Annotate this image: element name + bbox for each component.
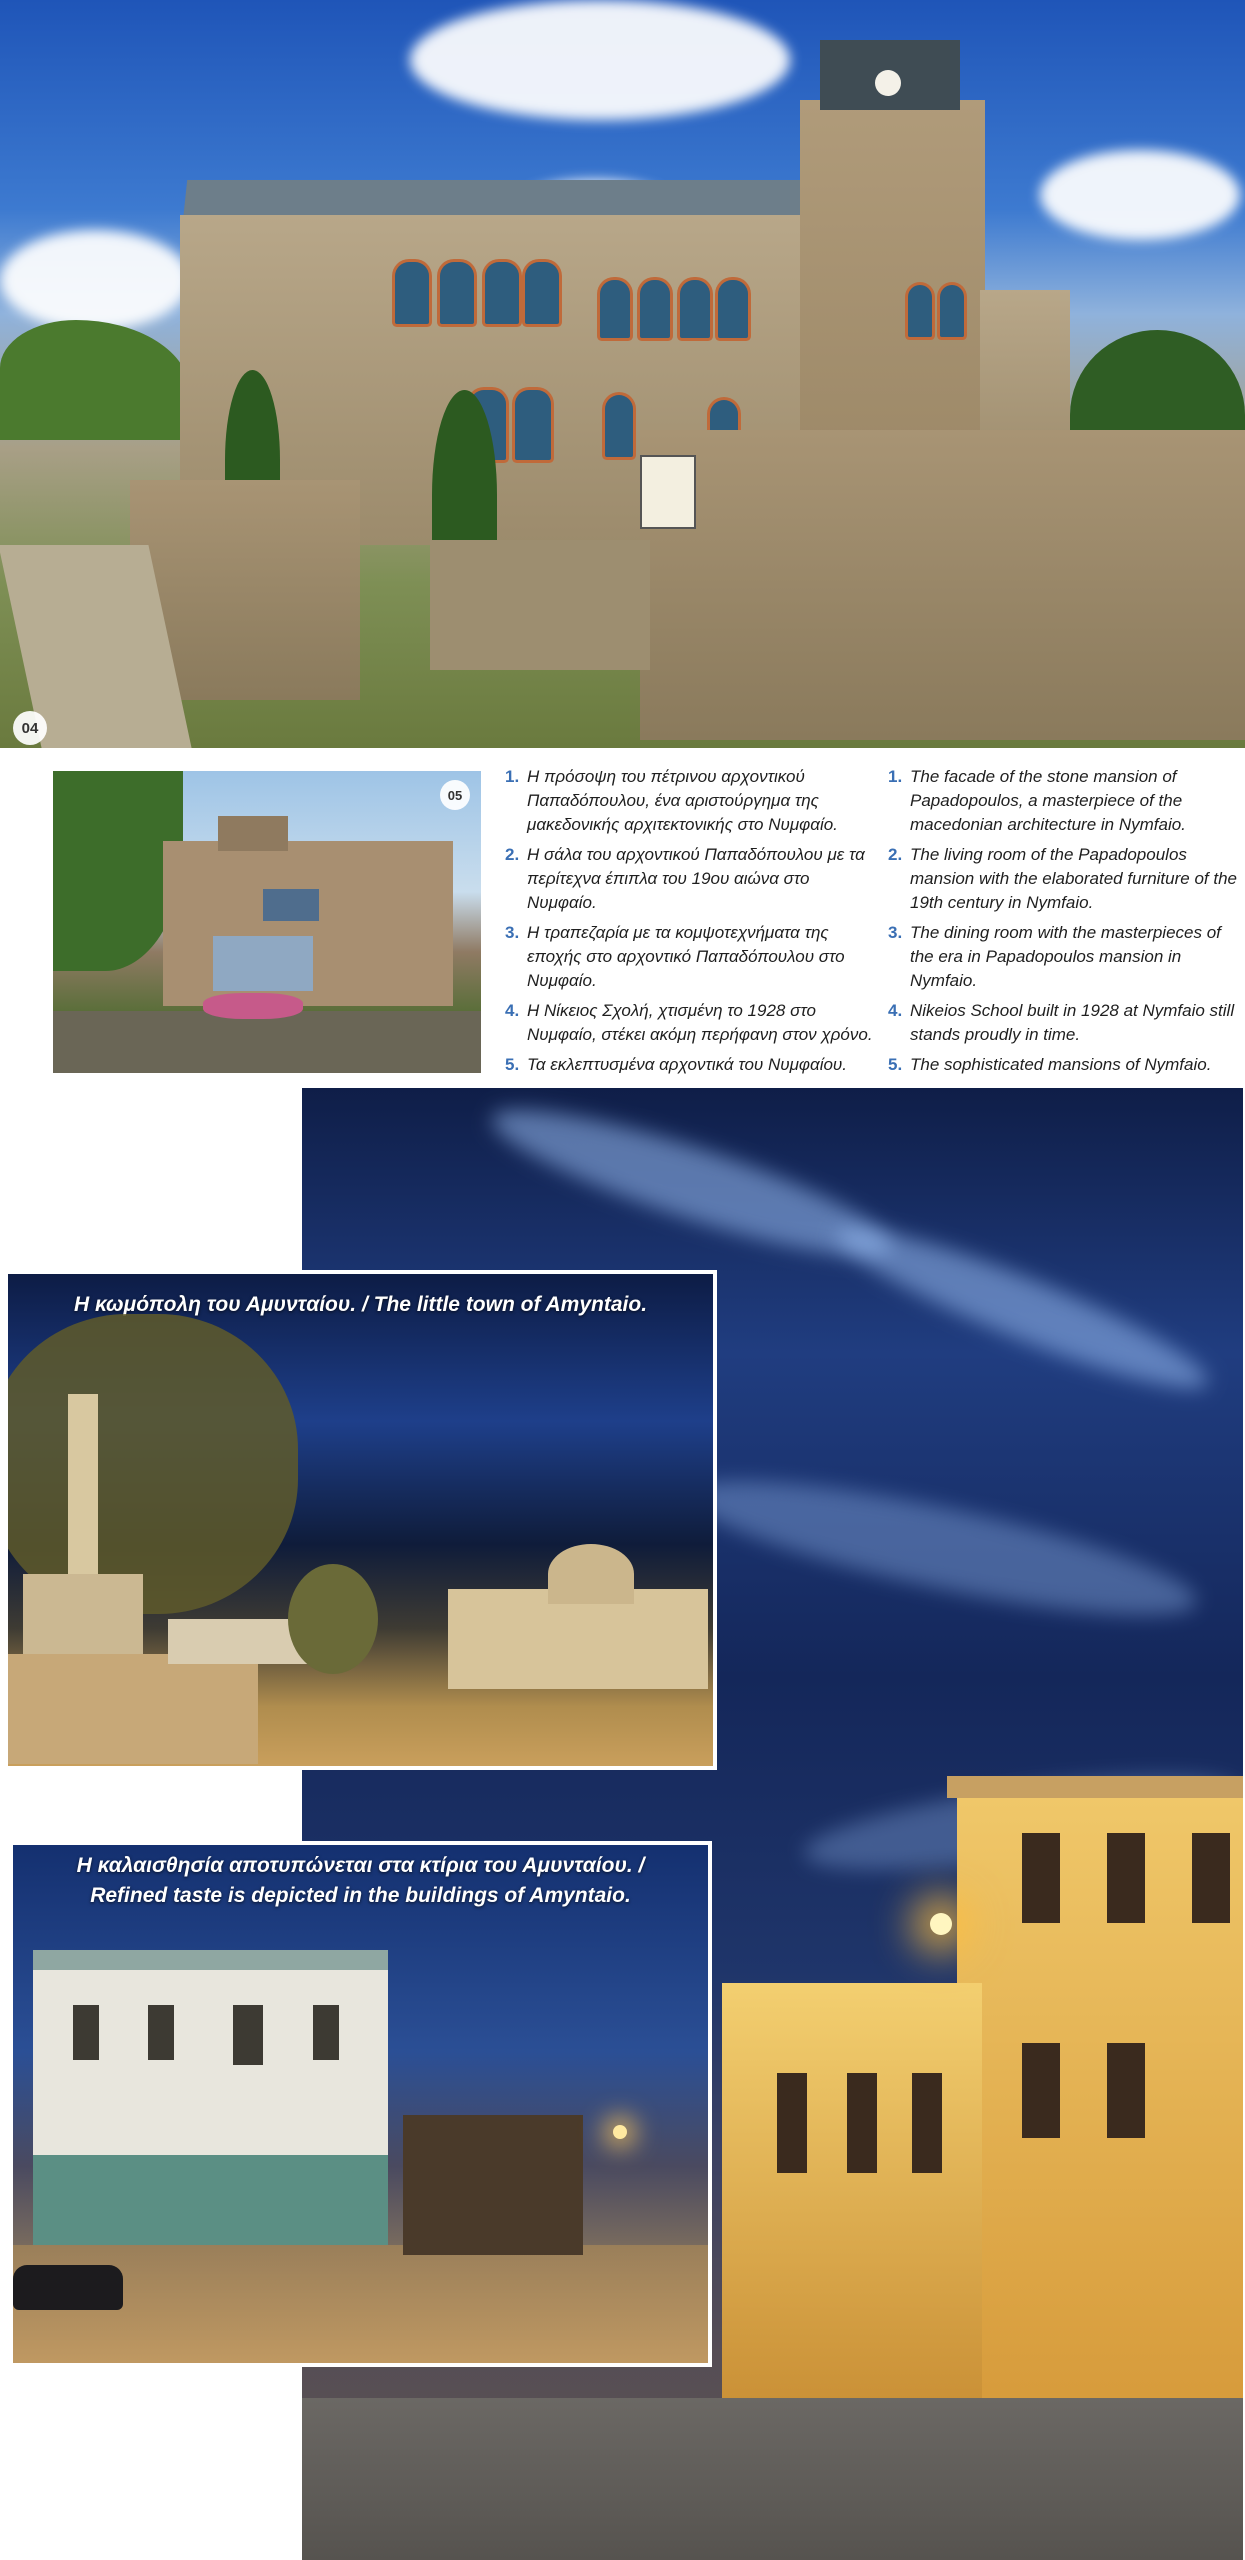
window xyxy=(600,280,630,338)
caption-number: 5. xyxy=(505,1055,520,1074)
window xyxy=(1107,2043,1145,2138)
captions-greek xyxy=(505,765,875,1083)
inset-caption-line: Η καλαισθησία αποτυπώνεται στα κτίρια του Αμυνταίου. / xyxy=(76,1854,645,1877)
shop-front xyxy=(33,2155,388,2255)
caption-text: Η σάλα του αρχοντικού Παπαδόπουλου με τα περίτεχνα έπιπλα του 19ου αιώνα στο Νυμφαίο. xyxy=(527,845,865,912)
caption-number: 4. xyxy=(888,1001,903,1020)
church-dome xyxy=(548,1544,634,1604)
caption-item xyxy=(888,999,1240,1047)
window xyxy=(395,262,429,324)
cloud xyxy=(410,0,790,120)
window xyxy=(605,395,633,457)
window xyxy=(148,2005,174,2060)
street-lamp xyxy=(613,2125,627,2139)
information-sign xyxy=(640,455,696,529)
flowers xyxy=(203,993,303,1019)
window xyxy=(485,262,519,324)
hill xyxy=(0,320,190,440)
caption-number: 4. xyxy=(505,1001,520,1020)
monument-base xyxy=(23,1574,143,1654)
caption-text: The facade of the stone mansion of Papadopoulos, a masterpiece of the macedonian architecture in Nymfaio. xyxy=(910,767,1186,834)
caption-number: 3. xyxy=(888,923,903,942)
caption-text: The dining room with the masterpieces of the era in Papadopoulos mansion in Nymfaio. xyxy=(910,923,1221,990)
window xyxy=(908,285,932,337)
roof-eave xyxy=(947,1776,1243,1798)
caption-number: 2. xyxy=(888,845,903,864)
stone-stairs xyxy=(430,540,650,670)
window xyxy=(718,280,748,338)
cloud-streak xyxy=(481,1088,902,1281)
window xyxy=(313,2005,339,2060)
photo-stone-mansion xyxy=(0,0,1245,748)
caption-number: 2. xyxy=(505,845,520,864)
church xyxy=(448,1589,708,1689)
car xyxy=(13,2265,123,2310)
caption-text: Τα εκλεπτυσμένα αρχοντικά του Νυμφαίου. xyxy=(527,1055,848,1074)
window xyxy=(940,285,964,337)
cloud-streak xyxy=(825,1205,1218,1410)
window xyxy=(73,2005,99,2060)
caption-text: The living room of the Papadopoulos mansion with the elaborated furniture of the 19th century in Nymfaio. xyxy=(910,845,1237,912)
street-lamp xyxy=(930,1913,952,1935)
caption-item xyxy=(888,843,1240,915)
inset-caption: Η κωμόπολη του Αμυνταίου. / The little town of Amyntaio. xyxy=(73,1293,648,1316)
window xyxy=(1022,2043,1060,2138)
caption-number: 5. xyxy=(888,1055,903,1074)
caption-item xyxy=(505,921,875,993)
photo-amyntaio-buildings xyxy=(9,1841,712,2367)
window xyxy=(525,262,559,324)
photo-number-badge: 05 xyxy=(440,780,470,810)
cloud-streak xyxy=(679,1455,1204,1641)
stone-wall xyxy=(640,430,1245,740)
tree xyxy=(288,1564,378,1674)
window xyxy=(440,262,474,324)
window xyxy=(847,2073,877,2173)
caption-text: The sophisticated mansions of Nymfaio. xyxy=(910,1055,1212,1074)
photo-number-badge: 04 xyxy=(13,711,47,745)
glass-veranda xyxy=(213,936,313,991)
window xyxy=(515,390,551,460)
window xyxy=(912,2073,942,2173)
cloud xyxy=(1040,150,1240,240)
caption-number: 1. xyxy=(888,767,903,786)
awning-row xyxy=(403,2115,583,2255)
window xyxy=(1022,1833,1060,1923)
roof-cornice xyxy=(33,1950,388,1970)
cloud xyxy=(0,230,190,330)
window xyxy=(640,280,670,338)
caption-item xyxy=(888,1053,1240,1077)
caption-text: Η πρόσοψη του πέτρινου αρχοντικού Παπαδόπουλου, ένα αριστούργημα της μακεδονικής αρχιτεκτονικής στο Νυμφαίο. xyxy=(527,767,838,834)
photo-small-mansion xyxy=(53,771,481,1073)
window xyxy=(1107,1833,1145,1923)
caption-text: Nikeios School built in 1928 at Nymfaio still stands proudly in time. xyxy=(910,1001,1235,1044)
window xyxy=(1192,1833,1230,1923)
caption-text: Η τραπεζαρία με τα κομψοτεχνήματα της εποχής στο αρχοντικό Παπαδόπουλου στο Νυμφαίο. xyxy=(527,923,845,990)
inset-caption-line: Refined taste is depicted in the buildings of Amyntaio. xyxy=(90,1884,631,1907)
caption-item xyxy=(505,999,875,1047)
caption-number: 3. xyxy=(505,923,520,942)
window xyxy=(680,280,710,338)
road xyxy=(302,2398,1243,2560)
caption-item xyxy=(505,1053,875,1077)
photo-amyntaio-square xyxy=(4,1270,717,1770)
window xyxy=(777,2073,807,2173)
caption-item xyxy=(505,765,875,837)
stone-wall xyxy=(53,1011,481,1073)
cedar-tree xyxy=(4,1314,298,1614)
captions-english xyxy=(888,765,1240,1083)
caption-item xyxy=(505,843,875,915)
caption-item xyxy=(888,921,1240,993)
caption-item xyxy=(888,765,1240,837)
caption-text: Η Νίκειος Σχολή, χτισμένη το 1928 στο Νυμφαίο, στέκει ακόμη περήφανη στον χρόνο. xyxy=(527,1001,873,1044)
monument-steps xyxy=(8,1654,258,1764)
yellow-building xyxy=(722,1983,982,2413)
gable xyxy=(218,816,288,851)
balcony xyxy=(263,889,319,921)
inset-caption xyxy=(13,1851,708,1911)
clock-icon xyxy=(875,70,901,96)
caption-number: 1. xyxy=(505,767,520,786)
window xyxy=(233,2005,263,2065)
